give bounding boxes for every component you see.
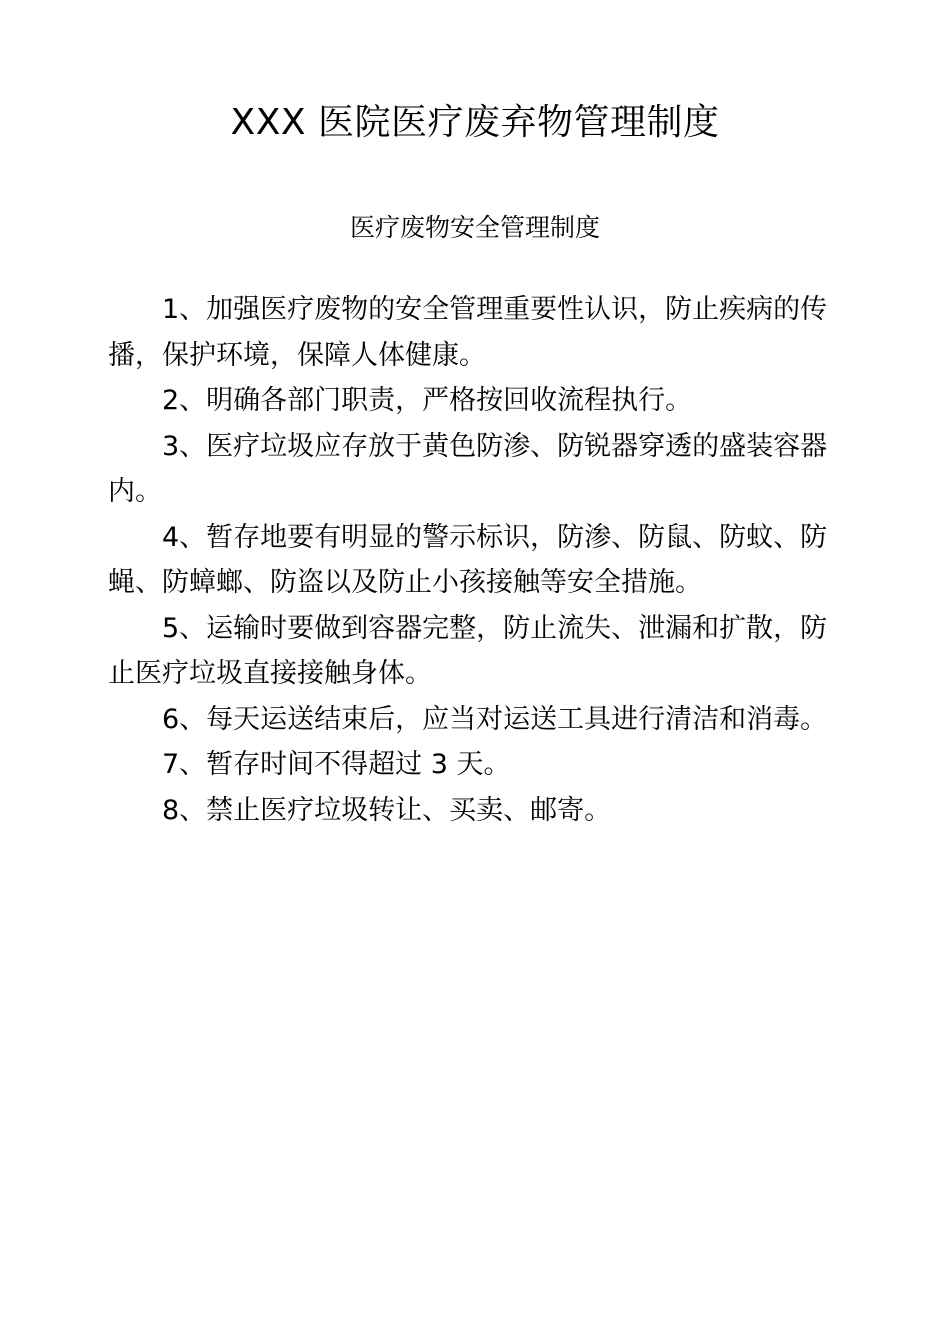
- rule-item-1: 1、加强医疗废物的安全管理重要性认识，防止疾病的传播，保护环境，保障人体健康。: [108, 294, 828, 371]
- document-title: XXX 医院医疗废弃物管理制度: [230, 102, 720, 143]
- rules-list: [108, 287, 843, 833]
- rule-item-4: 4、暂存地要有明显的警示标识，防渗、防鼠、防蚊、防蝇、防蟑螂、防盗以及防止小孩接触等安全措施。: [108, 521, 828, 598]
- rule-item-2: 2、明确各部门职责，严格按回收流程执行。: [162, 385, 693, 416]
- rule-item-3: 3、医疗垃圾应存放于黄色防渗、防锐器穿透的盛装容器内。: [108, 430, 828, 507]
- rule-item-6: 6、每天运送结束后，应当对运送工具进行清洁和消毒。: [162, 703, 828, 735]
- rule-item-7: 7、暂存时间不得超过 3 天。: [162, 749, 511, 780]
- document-subtitle: 医疗废物安全管理制度: [349, 213, 600, 242]
- rule-item-5: 5、运输时要做到容器完整，防止流失、泄漏和扩散，防止医疗垃圾直接接触身体。: [108, 612, 828, 689]
- rule-item-8: 8、禁止医疗垃圾转让、买卖、邮寄。: [162, 794, 612, 826]
